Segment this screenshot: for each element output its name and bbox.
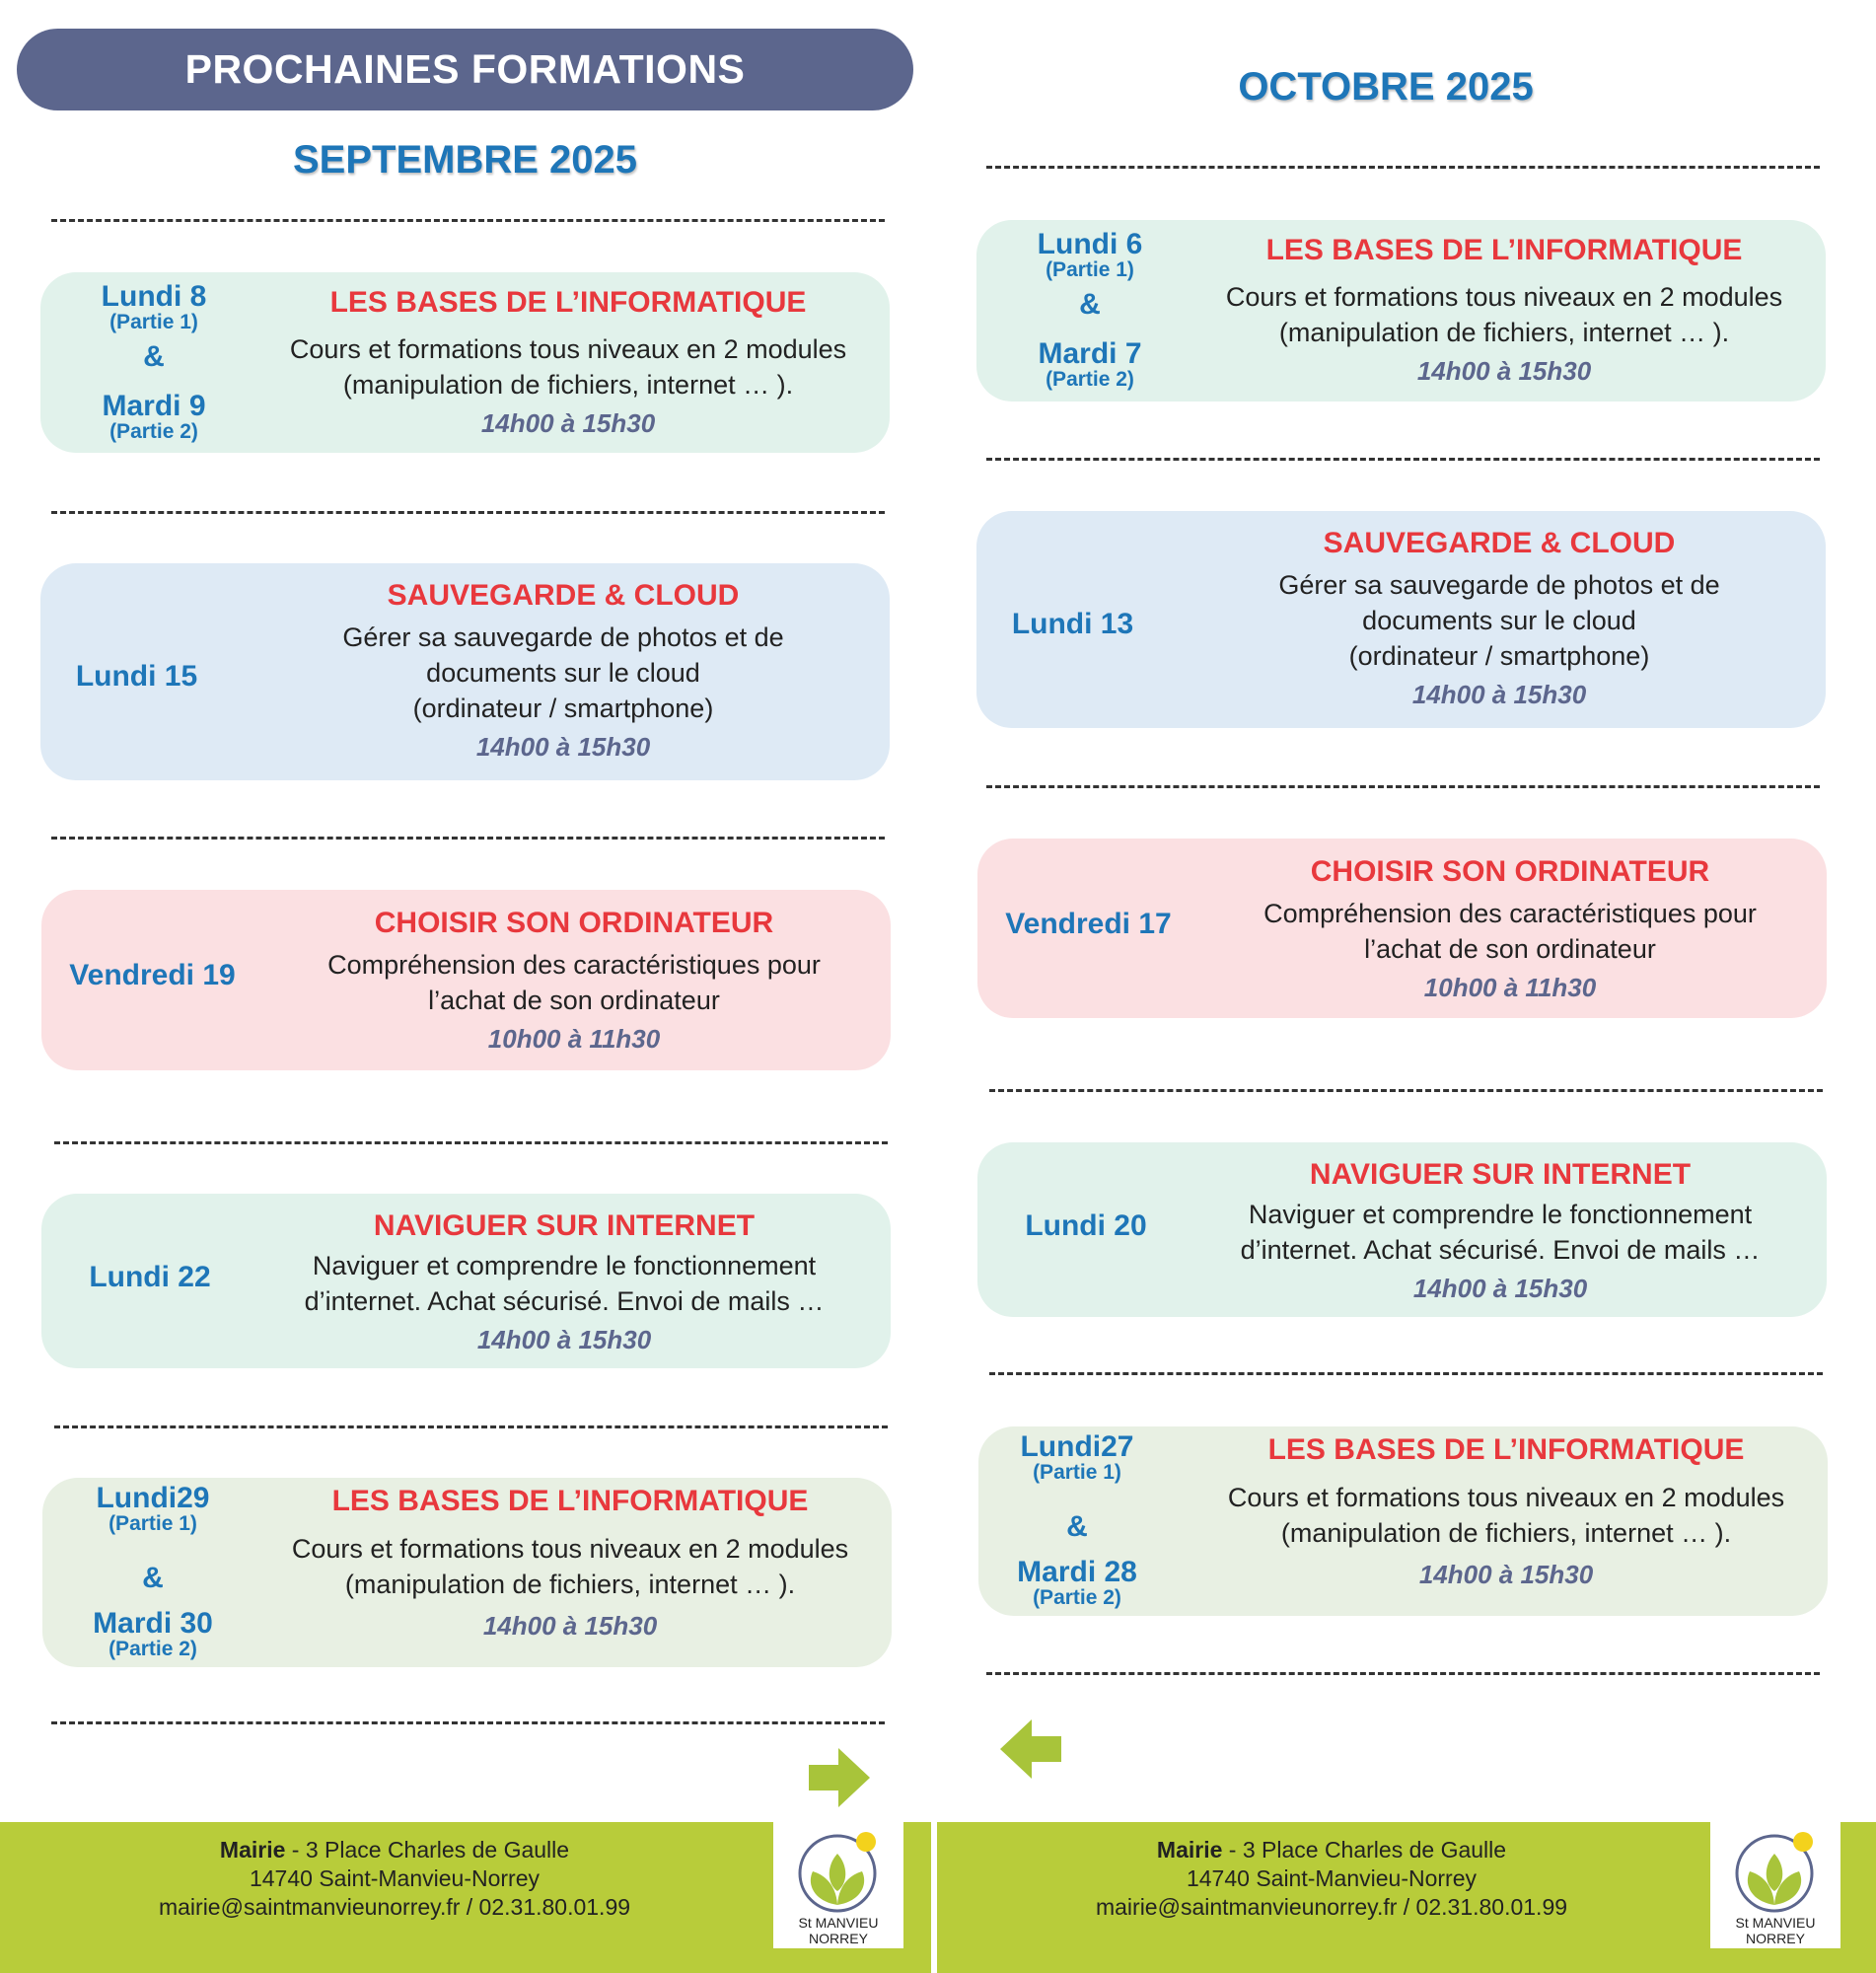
ampersand: & [1066,1510,1088,1543]
footer-address: - 3 Place Charles de Gaulle [1222,1837,1507,1863]
training-part: (Partie 1) [1046,258,1134,281]
training-description: Cours et formations tous niveaux en 2 modules [1227,1483,1785,1512]
logo-text-line1: St MANVIEU [798,1915,879,1931]
divider [986,785,1820,788]
divider [986,1672,1820,1675]
training-description: (manipulation de fichiers, internet … ). [1278,318,1730,347]
municipality-logo [773,1822,903,1948]
training-card [978,1426,1828,1616]
training-card [41,890,891,1070]
training-card [976,220,1826,402]
page-header-banner [17,29,913,110]
month-title-september: SEPTEMBRE 2025 [292,138,638,182]
training-description: d’internet. Achat sécurisé. Envoi de mails … [1240,1235,1761,1265]
training-description: documents sur le cloud [1362,606,1636,635]
logo-text-line2: NORREY [809,1931,868,1946]
footer-address-line [937,1836,1726,1864]
training-dates [41,961,263,990]
divider [51,511,885,514]
training-dates [40,662,233,692]
training-title: CHOISIR SON ORDINATEUR [1310,855,1710,888]
training-day: Lundi 13 [1011,608,1134,640]
training-day: Lundi 6 [1037,228,1143,260]
divider [986,458,1820,461]
training-description: l’achat de son ordinateur [1364,934,1656,964]
training-description: (ordinateur / smartphone) [1348,641,1650,671]
footer-city: 14740 Saint-Manvieu-Norrey [249,1865,541,1891]
mairie-label: Mairie [219,1837,286,1863]
training-time: 14h00 à 15h30 [475,732,651,762]
training-title: SAUVEGARDE & CLOUD [387,579,740,612]
training-description: (ordinateur / smartphone) [412,694,714,723]
training-time: 14h00 à 15h30 [482,1611,658,1641]
training-title: CHOISIR SON ORDINATEUR [374,907,774,939]
divider [989,1372,1823,1375]
training-card [41,1194,891,1368]
training-description: Cours et formations tous niveaux en 2 modules [289,334,847,364]
training-part: (Partie 2) [109,420,198,443]
training-day: Lundi29 [96,1482,210,1514]
training-part: (Partie 2) [108,1638,197,1660]
footer-address: - 3 Place Charles de Gaulle [285,1837,570,1863]
training-time: 14h00 à 15h30 [1416,356,1592,386]
arrow-left-icon[interactable] [1000,1719,1061,1779]
training-description: Cours et formations tous niveaux en 2 modules [291,1534,849,1564]
training-card [40,272,890,453]
footer-contact-info: mairie@saintmanvieunorrey.fr / 02.31.80.01.99 [1095,1894,1568,1920]
training-dates [40,282,267,442]
training-card [40,563,890,780]
training-dates [978,1432,1176,1608]
training-title: NAVIGUER SUR INTERNET [373,1209,756,1242]
logo-text-line1: St MANVIEU [1735,1915,1816,1931]
training-time: 14h00 à 15h30 [1412,1274,1588,1303]
training-card [977,1142,1827,1317]
divider [54,1141,888,1144]
divider [54,1425,888,1428]
training-dates [977,910,1199,939]
training-day: Lundi 20 [1025,1209,1147,1242]
training-description: Compréhension des caractéristiques pour [327,950,821,980]
training-description: Compréhension des caractéristiques pour [1263,899,1757,928]
footer-address-line [0,1836,789,1864]
training-part: (Partie 1) [109,311,198,333]
page-title: PROCHAINES FORMATIONS [184,46,746,92]
training-time: 14h00 à 15h30 [476,1325,652,1354]
training-title: LES BASES DE L’INFORMATIQUE [329,286,807,319]
training-day: Mardi 9 [102,390,206,422]
training-time: 10h00 à 11h30 [487,1024,661,1054]
training-description: Naviguer et comprendre le fonctionnement [312,1251,817,1280]
training-dates [41,1263,258,1292]
training-dates [977,1211,1194,1241]
footer-contact-info: mairie@saintmanvieunorrey.fr / 02.31.80.01.99 [158,1894,631,1920]
training-title: SAUVEGARDE & CLOUD [1323,527,1676,559]
training-day: Lundi 8 [101,280,207,313]
training-card [42,1478,892,1667]
training-card [977,839,1827,1018]
leaf-logo-icon [1730,1828,1821,1913]
training-dates [976,230,1203,390]
training-part: (Partie 1) [108,1512,197,1535]
municipality-logo [1710,1822,1840,1948]
training-part: (Partie 2) [1046,368,1134,391]
training-part: (Partie 2) [1033,1586,1121,1609]
training-title: NAVIGUER SUR INTERNET [1309,1158,1692,1191]
training-day: Mardi 7 [1038,337,1142,370]
training-part: (Partie 1) [1033,1461,1121,1484]
training-description: (manipulation de fichiers, internet … ). [1280,1518,1732,1548]
leaf-logo-icon [793,1828,884,1913]
ampersand: & [143,340,165,373]
training-card [976,511,1826,728]
logo-text-line2: NORREY [1746,1931,1805,1946]
divider [986,166,1820,169]
training-description: documents sur le cloud [426,658,700,688]
training-description: Naviguer et comprendre le fonctionnement [1248,1200,1753,1229]
training-dates [976,610,1169,639]
training-title: LES BASES DE L’INFORMATIQUE [1267,1433,1745,1466]
training-time: 14h00 à 15h30 [480,408,656,438]
mairie-label: Mairie [1156,1837,1223,1863]
divider [51,1721,885,1724]
training-time: 10h00 à 11h30 [1423,973,1597,1002]
divider [51,219,885,222]
training-title: LES BASES DE L’INFORMATIQUE [1265,234,1743,266]
ampersand: & [142,1562,164,1594]
training-day: Mardi 30 [93,1607,213,1640]
training-description: l’achat de son ordinateur [428,986,720,1015]
training-description: Gérer sa sauvegarde de photos et de [1278,570,1720,600]
training-day: Lundi 22 [89,1261,211,1293]
training-description: d’internet. Achat sécurisé. Envoi de mails … [304,1286,825,1316]
training-description: (manipulation de fichiers, internet … ). [342,370,794,400]
arrow-right-icon[interactable] [809,1748,870,1807]
training-description: Cours et formations tous niveaux en 2 modules [1225,282,1783,312]
month-title-october: OCTOBRE 2025 [1238,65,1534,109]
training-dates [42,1484,263,1659]
training-description: (manipulation de fichiers, internet … ). [344,1570,796,1599]
training-description: Gérer sa sauvegarde de photos et de [342,622,784,652]
training-day: Mardi 28 [1017,1556,1137,1588]
training-day: Lundi 15 [75,660,198,693]
training-title: LES BASES DE L’INFORMATIQUE [331,1485,809,1517]
training-day: Vendredi 19 [69,959,236,991]
footer-city: 14740 Saint-Manvieu-Norrey [1186,1865,1478,1891]
training-time: 14h00 à 15h30 [1418,1560,1594,1589]
training-day: Lundi27 [1020,1430,1134,1463]
ampersand: & [1079,288,1101,321]
divider [989,1089,1823,1092]
training-day: Vendredi 17 [1005,908,1172,940]
divider [51,837,885,840]
training-time: 14h00 à 15h30 [1411,680,1587,709]
